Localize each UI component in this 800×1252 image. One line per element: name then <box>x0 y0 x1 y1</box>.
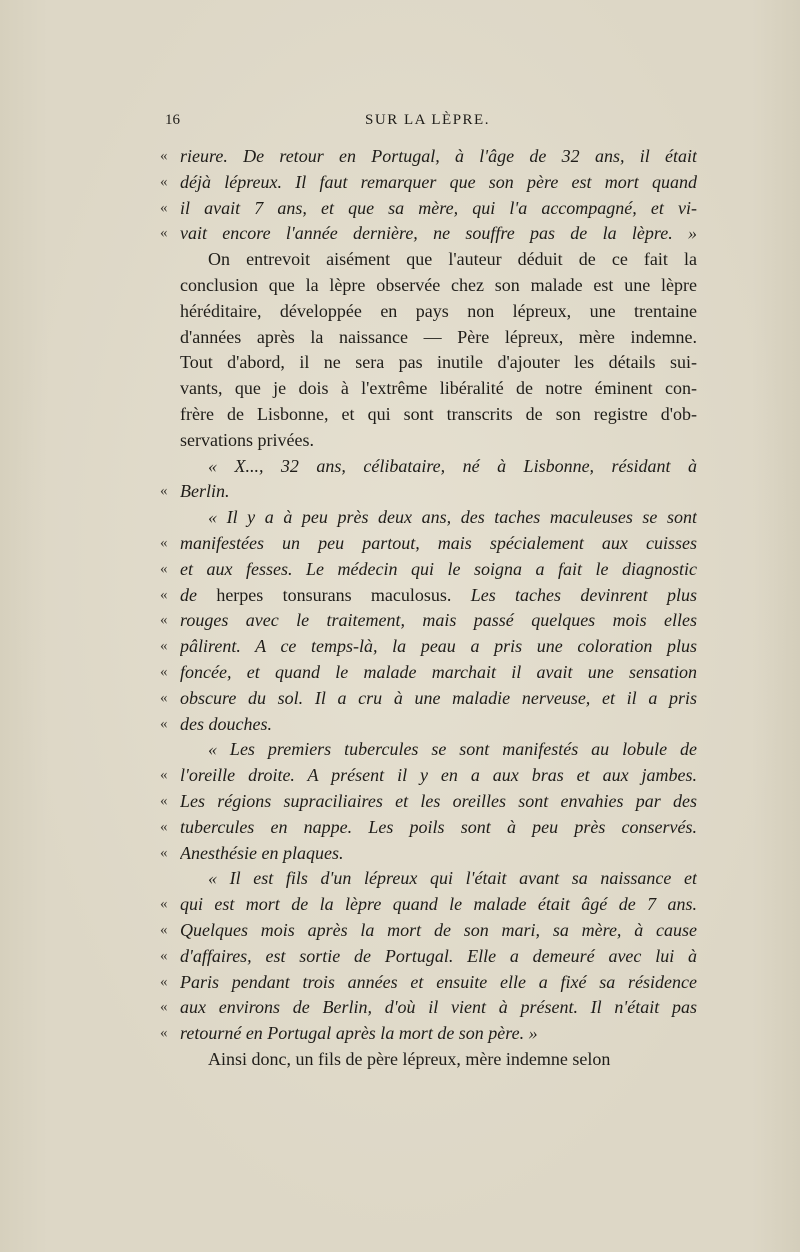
text-line <box>160 273 697 299</box>
quote-mark <box>160 376 180 402</box>
quote-mark: « <box>160 483 168 500</box>
text-line <box>160 737 697 763</box>
text-line <box>160 376 697 402</box>
text-line <box>160 841 697 867</box>
text-line <box>160 557 697 583</box>
text-line <box>160 196 697 222</box>
quote-mark: « <box>160 767 168 784</box>
quote-mark: « <box>160 1025 168 1042</box>
quote-mark <box>160 350 180 376</box>
line-text: et aux fesses. Le médecin qui le soigna a fait le diagnostic <box>180 558 697 579</box>
quote-mark <box>160 428 180 454</box>
text-line <box>160 583 697 609</box>
quote-mark: « <box>160 792 168 809</box>
line-text: rieure. De retour en Portugal, à l'âge de 32 ans, il était <box>180 146 697 166</box>
line-text: aux environs de Berlin, d'où il vient à présent. Il n'était pas <box>180 997 697 1018</box>
text-line <box>160 144 697 170</box>
quote-mark: « <box>160 560 168 577</box>
quote-mark <box>160 325 180 351</box>
text-line <box>160 763 697 789</box>
text-line <box>160 299 697 325</box>
text-line <box>160 866 697 892</box>
quote-mark <box>160 866 180 892</box>
quote-mark <box>160 299 180 325</box>
quote-mark: « <box>160 999 168 1016</box>
line-text: Les régions supraciliaires et les oreilles sont envahies par des <box>180 790 697 811</box>
line-text: « Il est fils d'un lépreux qui l'était avant sa naissance et <box>208 868 697 889</box>
text-line <box>160 815 697 841</box>
text-line <box>160 350 697 376</box>
line-text: Anesthésie en plaques. <box>180 842 344 863</box>
line-text: héréditaire, développée en pays non lépreux, une trentaine <box>180 300 697 321</box>
line-text: des douches. <box>180 713 272 734</box>
quote-mark: « <box>160 973 168 990</box>
quote-mark: « <box>160 148 168 164</box>
text-line <box>160 789 697 815</box>
italic-segment: de <box>180 584 217 605</box>
line-text: l'oreille droite. A présent il y en a aux bras et aux jambes. <box>180 765 697 786</box>
page-header <box>165 112 690 136</box>
line-text: Tout d'abord, il ne sera pas inutile d'ajouter les détails sui- <box>180 352 697 373</box>
text-line <box>160 170 697 196</box>
roman-segment: herpes tonsurans maculosus. <box>216 584 452 605</box>
text-line <box>160 325 697 351</box>
body-text <box>160 144 697 1073</box>
text-line <box>160 995 697 1021</box>
quote-mark <box>160 505 180 531</box>
quote-mark: « <box>160 689 168 706</box>
text-line <box>160 479 697 505</box>
text-line <box>160 428 697 454</box>
quote-mark: « <box>160 947 168 964</box>
text-line <box>160 634 697 660</box>
quote-mark: « <box>160 199 168 216</box>
text-line <box>160 712 697 738</box>
quote-mark: « <box>160 715 168 732</box>
text-line <box>160 247 697 273</box>
text-line <box>160 454 697 480</box>
line-text: Quelques mois après la mort de son mari, sa mère, à cause <box>180 919 697 940</box>
line-text: vait encore l'année dernière, ne souffre pas de la lèpre. » <box>180 223 697 244</box>
line-text: « Les premiers tubercules se sont manifestés au lobule de <box>208 739 697 760</box>
line-text: tubercules en nappe. Les poils sont à peu près conservés. <box>180 816 697 837</box>
text-line <box>160 686 697 712</box>
text-line <box>160 918 697 944</box>
text-line <box>160 944 697 970</box>
text-line <box>160 1021 697 1047</box>
line-text: conclusion que la lèpre observée chez son malade est une lèpre <box>180 274 697 295</box>
line-text: servations privées. <box>180 429 314 450</box>
quote-mark <box>160 247 180 273</box>
text-line <box>160 660 697 686</box>
line-text: d'années après la naissance — Père lépreux, mère indemne. <box>180 326 697 347</box>
line-text: pâlirent. A ce temps-là, la peau a pris une coloration plus <box>180 636 697 657</box>
line-text: « Il y a à peu près deux ans, des taches maculeuses se sont <box>208 507 697 528</box>
quote-mark: « <box>160 896 168 913</box>
text-line <box>160 531 697 557</box>
line-text: manifestées un peu partout, mais spécialement aux cuisses <box>180 532 697 553</box>
quote-mark <box>160 273 180 299</box>
text-line <box>160 608 697 634</box>
quote-mark: « <box>160 534 168 551</box>
quote-mark: « <box>160 663 168 680</box>
quote-mark: « <box>160 612 168 629</box>
text-line <box>160 221 697 247</box>
line-text: déjà lépreux. Il faut remarquer que son père est mort quand <box>180 171 697 192</box>
line-text: vants, que je dois à l'extrême libéralité de notre éminent con- <box>180 378 697 399</box>
quote-mark: « <box>160 173 168 190</box>
line-text <box>180 583 697 609</box>
line-text: retourné en Portugal après la mort de son père. » <box>180 1023 538 1044</box>
text-line <box>160 1047 697 1073</box>
line-text: Ainsi donc, un fils de père lépreux, mère indemne selon <box>208 1048 611 1069</box>
line-text: « X..., 32 ans, célibataire, né à Lisbonne, résidant à <box>208 455 697 476</box>
quote-mark: « <box>160 818 168 835</box>
running-title: SUR LA LÈPRE. <box>365 112 490 128</box>
quote-mark <box>160 737 180 763</box>
line-text: Paris pendant trois années et ensuite elle a fixé sa résidence <box>180 971 697 992</box>
line-text: rouges avec le traitement, mais passé quelques mois elles <box>180 610 697 631</box>
text-line <box>160 892 697 918</box>
line-text: foncée, et quand le malade marchait il avait une sensation <box>180 661 697 682</box>
quote-mark: « <box>160 921 168 938</box>
page-number: 16 <box>165 112 180 128</box>
quote-mark: « <box>160 586 168 603</box>
line-text: Berlin. <box>180 481 230 502</box>
italic-segment: Les taches devinrent plus <box>451 584 697 605</box>
quote-mark <box>160 402 180 428</box>
quote-mark <box>160 454 180 480</box>
text-line <box>160 402 697 428</box>
quote-mark: « <box>160 225 168 242</box>
line-text: d'affaires, est sortie de Portugal. Elle a demeuré avec lui à <box>180 945 697 966</box>
line-text: obscure du sol. Il a cru à une maladie nerveuse, et il a pris <box>180 687 697 708</box>
line-text: qui est mort de la lèpre quand le malade était âgé de 7 ans. <box>180 894 697 915</box>
text-line <box>160 970 697 996</box>
line-text: frère de Lisbonne, et qui sont transcrits de son registre d'ob- <box>180 403 697 424</box>
quote-mark <box>160 1047 180 1073</box>
text-line <box>160 505 697 531</box>
quote-mark: « <box>160 638 168 655</box>
line-text: il avait 7 ans, et que sa mère, qui l'a accompagné, et vi- <box>180 197 697 218</box>
quote-mark: « <box>160 844 168 861</box>
line-text: On entrevoit aisément que l'auteur déduit de ce fait la <box>208 249 697 270</box>
